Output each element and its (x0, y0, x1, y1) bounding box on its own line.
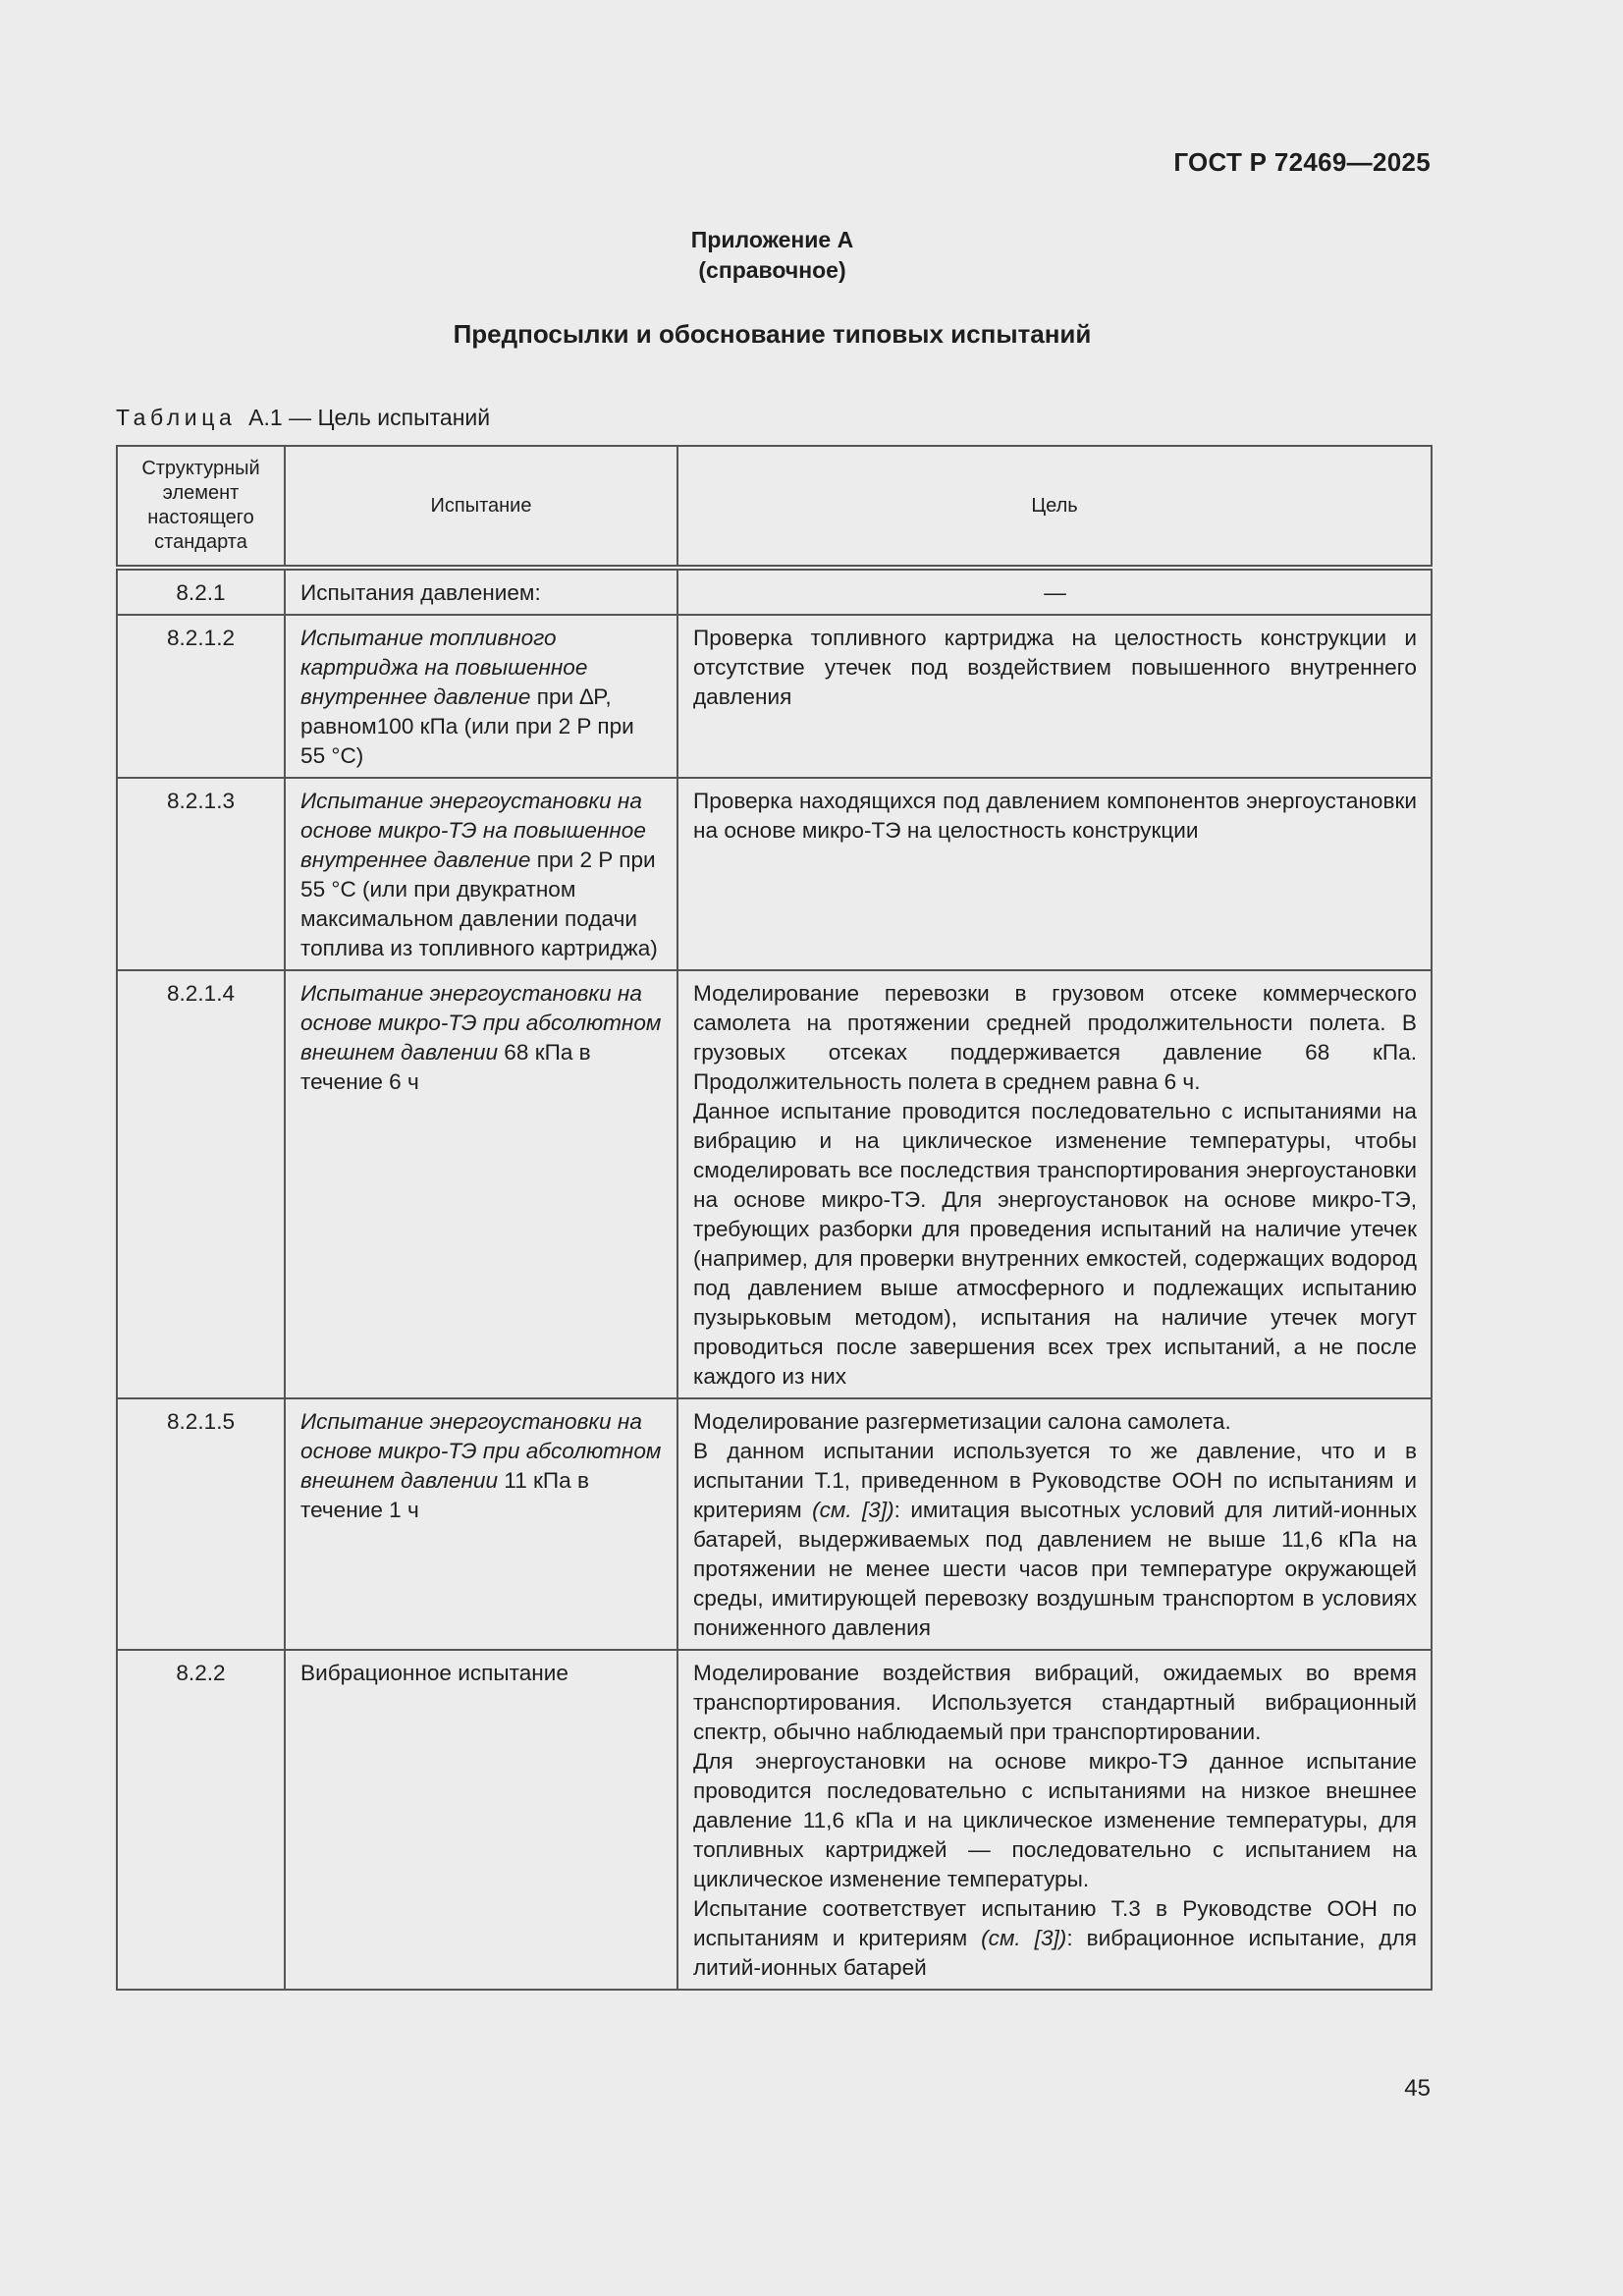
test-name-text: 11 кПа в течение 1 ч (300, 1468, 590, 1522)
purpose-text: Моделирование воздействия вибраций, ожидаемых во время транспортирования. Используется стандартный вибрационный спектр, обычно наблюдаемый при транспортировании. (693, 1661, 1417, 1744)
test-name-text: Испытания давлением: (300, 580, 541, 605)
structural-element-cell: 8.2.2 (117, 1650, 285, 1990)
page-number: 45 (1404, 2075, 1431, 2102)
annex-kind: (справочное) (698, 257, 846, 283)
purpose-text: Данное испытание проводится последовательно с испытаниями на вибрацию и на циклическое изменение температуры, чтобы смоделировать все последствия транспортирования энергоустановки на основе микро-ТЭ. Для энергоустановок на основе микро-ТЭ, требующих разборки для проведения испытаний на наличие утечек (например, для проверки внутренних емкостей, содержащих водород под давлением выше атмосферного и подлежащих испытанию пузырьковым методом), испытания на наличие утечек могут проводиться после завершения всех трех испытаний, а не после каждого из них (693, 1099, 1417, 1389)
column-header-test: Испытание (285, 446, 677, 568)
purpose-text: — (1044, 580, 1066, 605)
purpose-text: Проверка находящихся под давлением компонентов энергоустановки на основе микро-ТЭ на целостность конструкции (693, 789, 1417, 843)
test-name-cell (285, 1650, 677, 1990)
purpose-cell (677, 778, 1432, 970)
purpose-text: Для энергоустановки на основе микро-ТЭ данное испытание проводится последовательно с испытаниями на низкое внешнее давление 11,6 кПа и на циклическое изменение температуры, для топливных картриджей — последовательно с испытанием на циклическое изменение температуры. (693, 1749, 1417, 1891)
purpose-text: В данном испытании используется то же давление, что и в испытании Т.1, приведенном в Руководстве ООН по испытаниям и критериям (693, 1439, 1417, 1522)
column-header-element: Структурный элемент настоящего стандарта (117, 446, 285, 568)
test-name-cell (285, 568, 677, 615)
document-number: ГОСТ Р 72469—2025 (1173, 147, 1431, 177)
purpose-paragraph (693, 787, 1417, 846)
purpose-cell (677, 1650, 1432, 1990)
section-title: Предпосылки и обоснование типовых испытаний (453, 319, 1092, 349)
test-name-italic: Испытание энергоустановки на основе микро-ТЭ при абсолютном внешнем давлении (300, 1409, 662, 1493)
purpose-cell (677, 615, 1432, 778)
purpose-text: Испытание соответствует испытанию Т.3 в Руководстве ООН по испытаниям и критериям (693, 1896, 1417, 1950)
table-row (117, 970, 1432, 1398)
test-name-text: при 2 P при 55 °С (или при двукратном максимальном давлении подачи топлива из топливного картриджа) (300, 847, 658, 960)
purpose-text-continued: : вибрационное испытание, для литий-ионных батарей (693, 1926, 1417, 1980)
test-name-italic: Испытание энергоустановки на основе микро-ТЭ на повышенное внутреннее давление (300, 789, 646, 872)
table-row (117, 1398, 1432, 1650)
purpose-cell (677, 970, 1432, 1398)
test-name-cell (285, 970, 677, 1398)
purpose-paragraph (693, 1097, 1417, 1392)
annex-title: Приложение А (690, 227, 854, 252)
reference-text: (см. [3]) (981, 1926, 1067, 1950)
table-row (117, 615, 1432, 778)
test-name-text: при ∆P, равном100 кПа (или при 2 P при 55 °С) (300, 684, 634, 768)
structural-element-cell: 8.2.1.2 (117, 615, 285, 778)
reference-text: (см. [3]) (812, 1498, 894, 1522)
test-name-italic: Испытание энергоустановки на основе микро-ТЭ при абсолютном внешнем давлении (300, 981, 662, 1065)
structural-element-cell: 8.2.1.3 (117, 778, 285, 970)
purpose-text-continued: : имитация высотных условий для литий-ионных батарей, выдерживаемых под давлением не выше 11,6 кПа на протяжении не менее шести часов при температуре окружающей среды, имитирующей перевозку воздушным транспортом в условиях пониженного давления (693, 1498, 1418, 1640)
purpose-table (116, 445, 1433, 1991)
table-header-row (117, 446, 1432, 568)
purpose-paragraph (693, 1659, 1417, 1747)
structural-element-cell: 8.2.1.5 (117, 1398, 285, 1650)
structural-element-cell: 8.2.1 (117, 568, 285, 615)
test-name-cell (285, 778, 677, 970)
purpose-text: Моделирование перевозки в грузовом отсеке коммерческого самолета на протяжении средней продолжительности полета. В грузовых отсеках поддерживается давление 68 кПа. Продолжительность полета в среднем равна 6 ч. (693, 981, 1417, 1094)
table-row (117, 778, 1432, 970)
purpose-paragraph (693, 1437, 1417, 1643)
structural-element-cell: 8.2.1.4 (117, 970, 285, 1398)
table-caption-word: Таблица (116, 405, 237, 430)
test-name-text: 68 кПа в течение 6 ч (300, 1040, 591, 1094)
test-name-cell (285, 1398, 677, 1650)
purpose-paragraph (693, 979, 1417, 1097)
test-name-italic: Испытание топливного картриджа на повышенное внутреннее давление (300, 626, 588, 709)
purpose-text: Моделирование разгерметизации салона самолета. (693, 1409, 1231, 1434)
purpose-paragraph (693, 1747, 1417, 1894)
purpose-text: Проверка топливного картриджа на целостность конструкции и отсутствие утечек под воздействием повышенного внутреннего давления (693, 626, 1417, 709)
purpose-paragraph (693, 1407, 1417, 1437)
table-caption (116, 405, 490, 431)
purpose-paragraph (693, 578, 1417, 608)
purpose-cell (677, 1398, 1432, 1650)
table-row (117, 568, 1432, 615)
purpose-cell (677, 568, 1432, 615)
column-header-purpose: Цель (677, 446, 1432, 568)
test-name-text: Вибрационное испытание (300, 1661, 568, 1685)
purpose-paragraph (693, 1894, 1417, 1983)
table-caption-text: А.1 — Цель испытаний (248, 405, 491, 430)
test-name-cell (285, 615, 677, 778)
table-row (117, 1650, 1432, 1990)
purpose-paragraph (693, 624, 1417, 712)
